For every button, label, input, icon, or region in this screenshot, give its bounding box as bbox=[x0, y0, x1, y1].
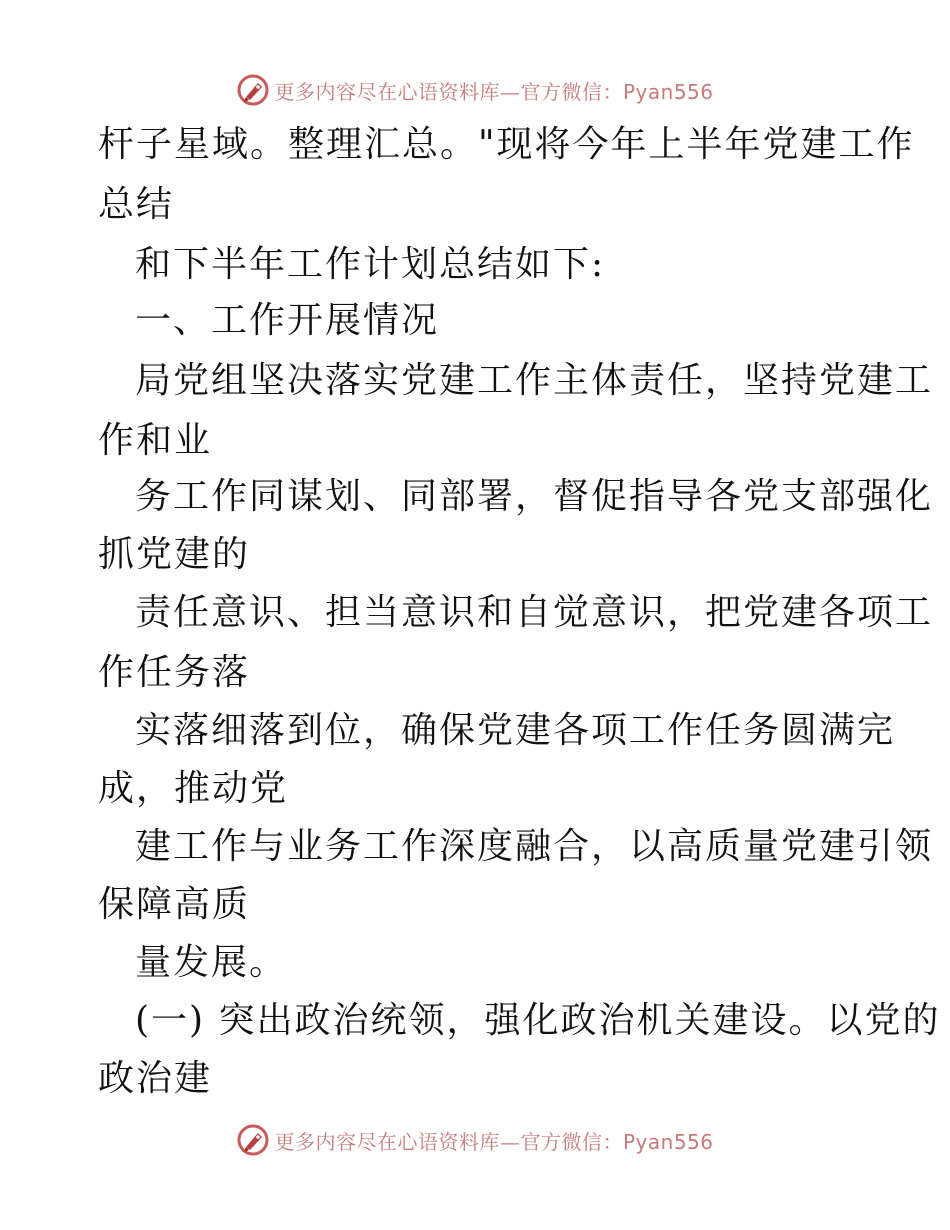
text-line: 总结 bbox=[98, 184, 175, 225]
subsection-heading: (一) 突出政治统领，强化政治机关建设。以党的 bbox=[135, 1000, 941, 1041]
watermark-text-cn: 更多内容尽在心语资料库—官方微信： bbox=[274, 1129, 623, 1154]
text-line: 作任务落 bbox=[98, 652, 251, 693]
watermark-text bbox=[274, 76, 713, 105]
text-line: 量发展。 bbox=[135, 942, 288, 983]
text-line: 务工作同谋划、同部署，督促指导各党支部强化 bbox=[135, 476, 934, 517]
text-line: 局党组坚决落实党建工作主体责任，坚持党建工 bbox=[135, 360, 934, 401]
watermark-wechat-id: Pyan556 bbox=[622, 1129, 714, 1154]
section-heading: 一、工作开展情况 bbox=[135, 300, 440, 341]
pen-nib-logo-icon bbox=[236, 1123, 270, 1157]
header-watermark bbox=[0, 70, 950, 110]
text-line: 成，推动党 bbox=[98, 768, 289, 809]
text-line: 政治建 bbox=[98, 1058, 213, 1099]
text-line: 建工作与业务工作深度融合，以高质量党建引领 bbox=[135, 826, 934, 867]
text-line: 抓党建的 bbox=[98, 534, 251, 575]
footer-watermark bbox=[0, 1120, 950, 1160]
watermark-wechat-id: Pyan556 bbox=[622, 79, 714, 104]
text-line: 责任意识、担当意识和自觉意识，把党建各项工 bbox=[135, 592, 934, 633]
text-line: 和下半年工作计划总结如下: bbox=[135, 244, 606, 285]
text-line: 杆子星域。整理汇总。"现将今年上半年党建工作 bbox=[98, 124, 915, 165]
text-line: 实落细落到位，确保党建各项工作任务圆满完 bbox=[135, 710, 896, 751]
pen-nib-logo-icon bbox=[236, 73, 270, 107]
watermark-text-cn: 更多内容尽在心语资料库—官方微信： bbox=[274, 79, 623, 104]
text-line: 保障高质 bbox=[98, 884, 251, 925]
text-line: 作和业 bbox=[98, 420, 213, 461]
watermark-text bbox=[274, 1126, 713, 1155]
